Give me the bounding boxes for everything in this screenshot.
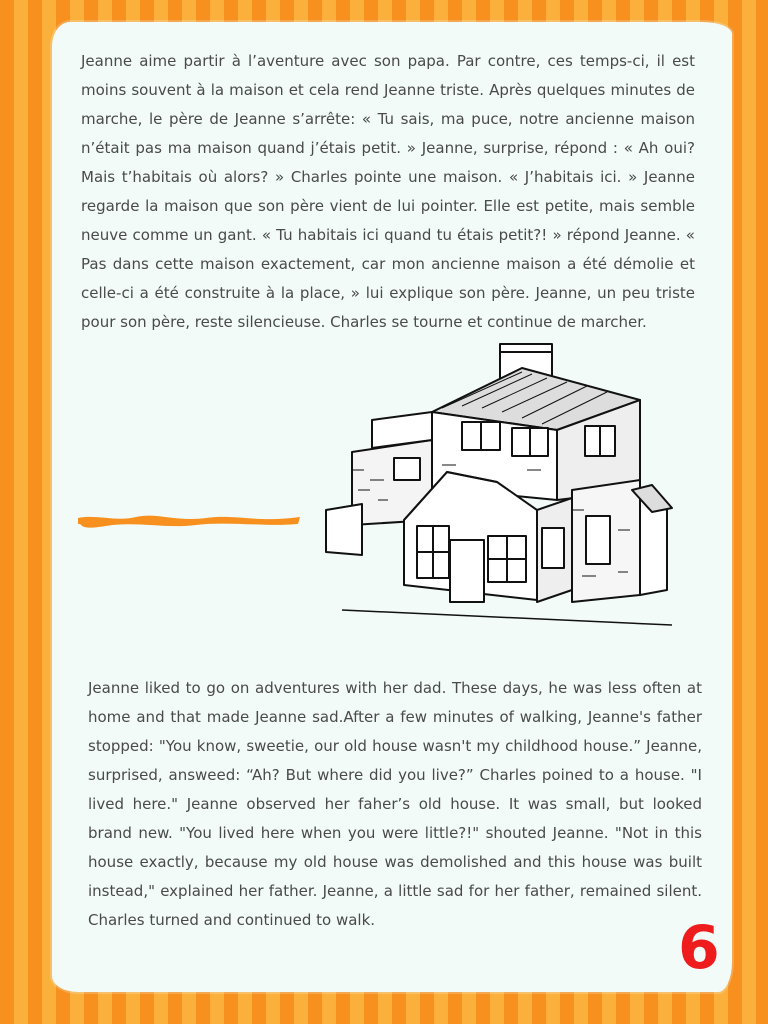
house-drawing-icon [322,340,682,635]
english-paragraph: Jeanne liked to go on adventures with her dad. These days, he was less often at home and that made Jeanne sad.After a few minutes of walking, Jeanne's father stopped: "You know, sweetie, our old house wasn't my childhood house.” Jeanne, surprised, answeed: “Ah? But where did you live?” Charles poined to a house. "I lived here." Jeanne observed her faher’s old house. It was small, but looked brand new. "You lived here when you were little?!" shouted Jeanne. "Not in this house exactly, because my old house was demolished and this house was built instead," explained her father. Jeanne, a little sad for her father, remained silent. Charles turned and continued to walk. [88,679,702,929]
french-paragraph: Jeanne aime partir à l’aventure avec son papa. Par contre, ces temps-ci, il est moins souvent à la maison et cela rend Jeanne triste. Après quelques minutes de marche, le père de Jeanne s’arrête: « Tu sais, ma puce, notre ancienne maison n’était pas ma maison quand j’étais petit. » Jeanne, surprise, répond : « Ah oui? Mais t’habitais où alors? » Charles pointe une maison. « J’habitais ici. » Jeanne regarde la maison que son père vient de lui pointer. Elle est petite, mais semble neuve comme un gant. « Tu habitais ici quand tu étais petit?! » répond Jeanne. « Pas dans cette maison exactement, car mon ancienne maison a été démolie et celle-ci a été construite à la place, » lui explique son père. Jeanne, un peu triste pour son père, reste silencieuse. Charles se tourne et continue de marcher. [81,52,695,331]
orange-swoosh-divider [76,510,302,530]
page-number: 6 [678,913,720,983]
